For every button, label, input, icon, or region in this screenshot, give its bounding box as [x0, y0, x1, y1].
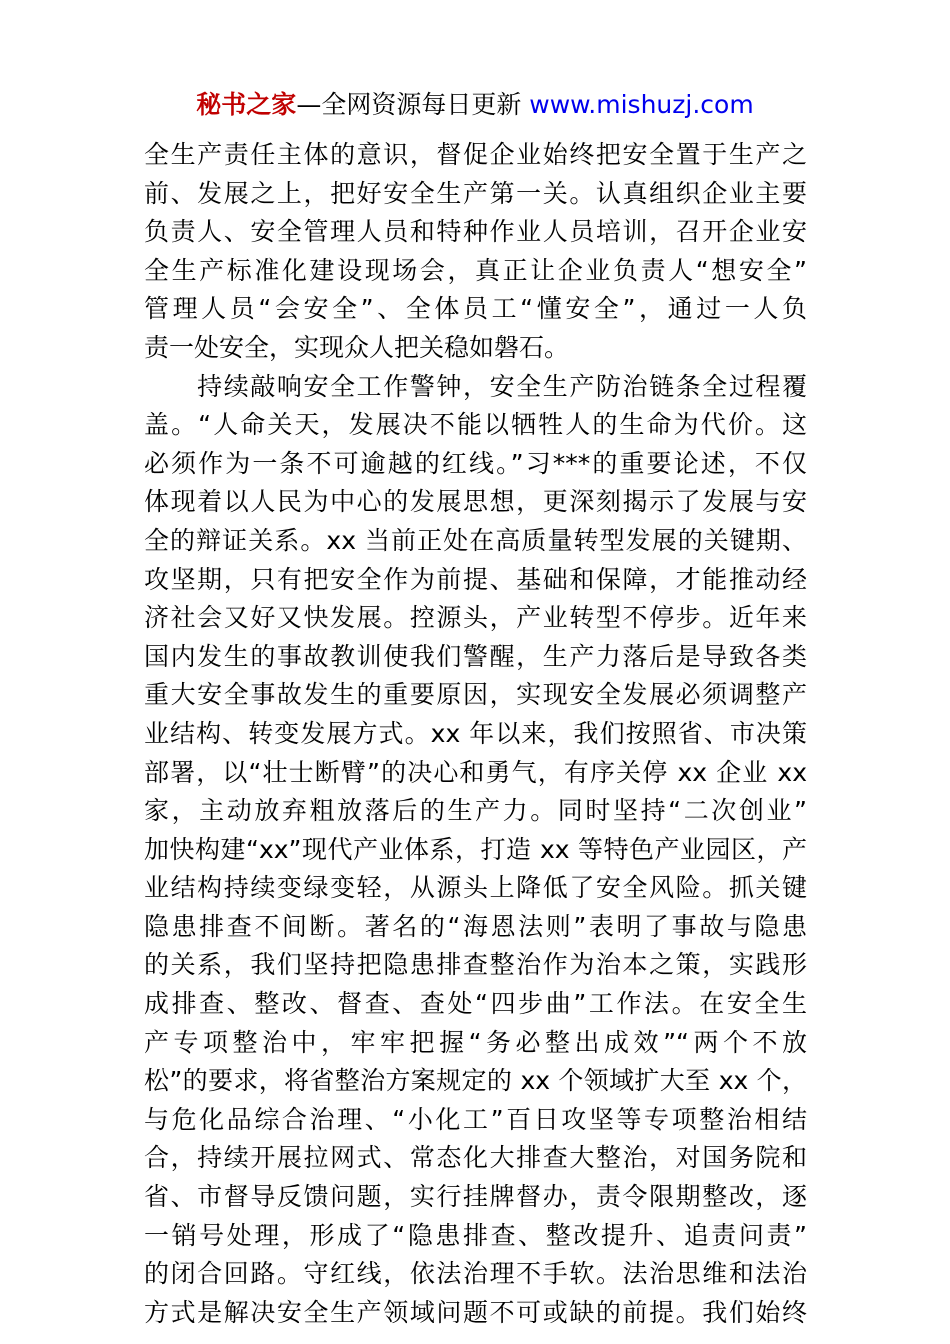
text-line: 部署，以“壮士断臂”的决心和勇气，有序关停 xx 企业 xx	[144, 757, 807, 787]
text-line: 隐患排查不间断。著名的“海恩法则”表明了事故与隐患	[144, 911, 807, 941]
text-line: 必须作为一条不可逾越的红线。”习***的重要论述，不仅	[144, 448, 807, 478]
text-line: 业结构、转变发展方式。xx 年以来，我们按照省、市决策	[144, 718, 807, 748]
text-line: 一销号处理，形成了“隐患排查、整改提升、追责问责”	[144, 1220, 807, 1250]
text-line: 攻坚期，只有把安全作为前提、基础和保障，才能推动经	[144, 564, 807, 594]
site-header	[0, 88, 950, 122]
text-line: 成排查、整改、督查、查处“四步曲”工作法。在安全生	[144, 989, 807, 1019]
text-line: 持续敲响安全工作警钟，安全生产防治链条全过程覆	[144, 371, 807, 401]
text-line: 产专项整治中，牢牢把握“务必整出成效”“两个不放	[144, 1027, 807, 1057]
text-line: 加快构建“xx”现代产业体系，打造 xx 等特色产业园区，产	[144, 834, 807, 864]
text-line: 管理人员“会安全”、全体员工“懂安全”，通过一人负	[144, 294, 807, 324]
text-line: 责一处安全，实现众人把关稳如磐石。	[144, 332, 570, 362]
text-line: 全生产标准化建设现场会，真正让企业负责人“想安全”	[144, 255, 807, 285]
text-line: 体现着以人民为中心的发展思想，更深刻揭示了发展与安	[144, 487, 807, 517]
text-line: 的闭合回路。守红线，依法治理不手软。法治思维和法治	[144, 1259, 807, 1289]
document-body	[144, 136, 807, 1332]
text-line: 负责人、安全管理人员和特种作业人员培训，召开企业安	[144, 217, 807, 247]
site-url-link[interactable]: www.mishuzj.com	[529, 90, 754, 119]
text-line: 前、发展之上，把好安全生产第一关。认真组织企业主要	[144, 178, 807, 208]
text-line: 盖。“人命关天，发展决不能以牺牲人的生命为代价。这	[144, 410, 807, 440]
text-line: 的关系，我们坚持把隐患排查整治作为治本之策，实践形	[144, 950, 807, 980]
site-slogan: —全网资源每日更新	[296, 90, 530, 119]
text-line: 与危化品综合治理、“小化工”百日攻坚等专项整治相结	[144, 1104, 807, 1134]
text-line: 合，持续开展拉网式、常态化大排查大整治，对国务院和	[144, 1143, 807, 1173]
text-line: 业结构持续变绿变轻，从源头上降低了安全风险。抓关键	[144, 873, 807, 903]
text-line: 重大安全事故发生的重要原因，实现安全发展必须调整产	[144, 680, 807, 710]
text-line: 济社会又好又快发展。控源头，产业转型不停步。近年来	[144, 603, 807, 633]
site-brand: 秘书之家	[196, 90, 297, 119]
text-line: 全的辩证关系。xx 当前正处在高质量转型发展的关键期、	[144, 525, 807, 555]
text-line: 国内发生的事故教训使我们警醒，生产力落后是导致各类	[144, 641, 807, 671]
text-line: 家，主动放弃粗放落后的生产力。同时坚持“二次创业”	[144, 796, 807, 826]
text-line: 全生产责任主体的意识，督促企业始终把安全置于生产之	[144, 140, 807, 169]
text-line: 省、市督导反馈问题，实行挂牌督办，责令限期整改，逐	[144, 1182, 807, 1212]
text-line: 方式是解决安全生产领域问题不可或缺的前提。我们始终	[144, 1297, 807, 1327]
text-line: 松”的要求，将省整治方案规定的 xx 个领域扩大至 xx 个，	[144, 1066, 807, 1096]
